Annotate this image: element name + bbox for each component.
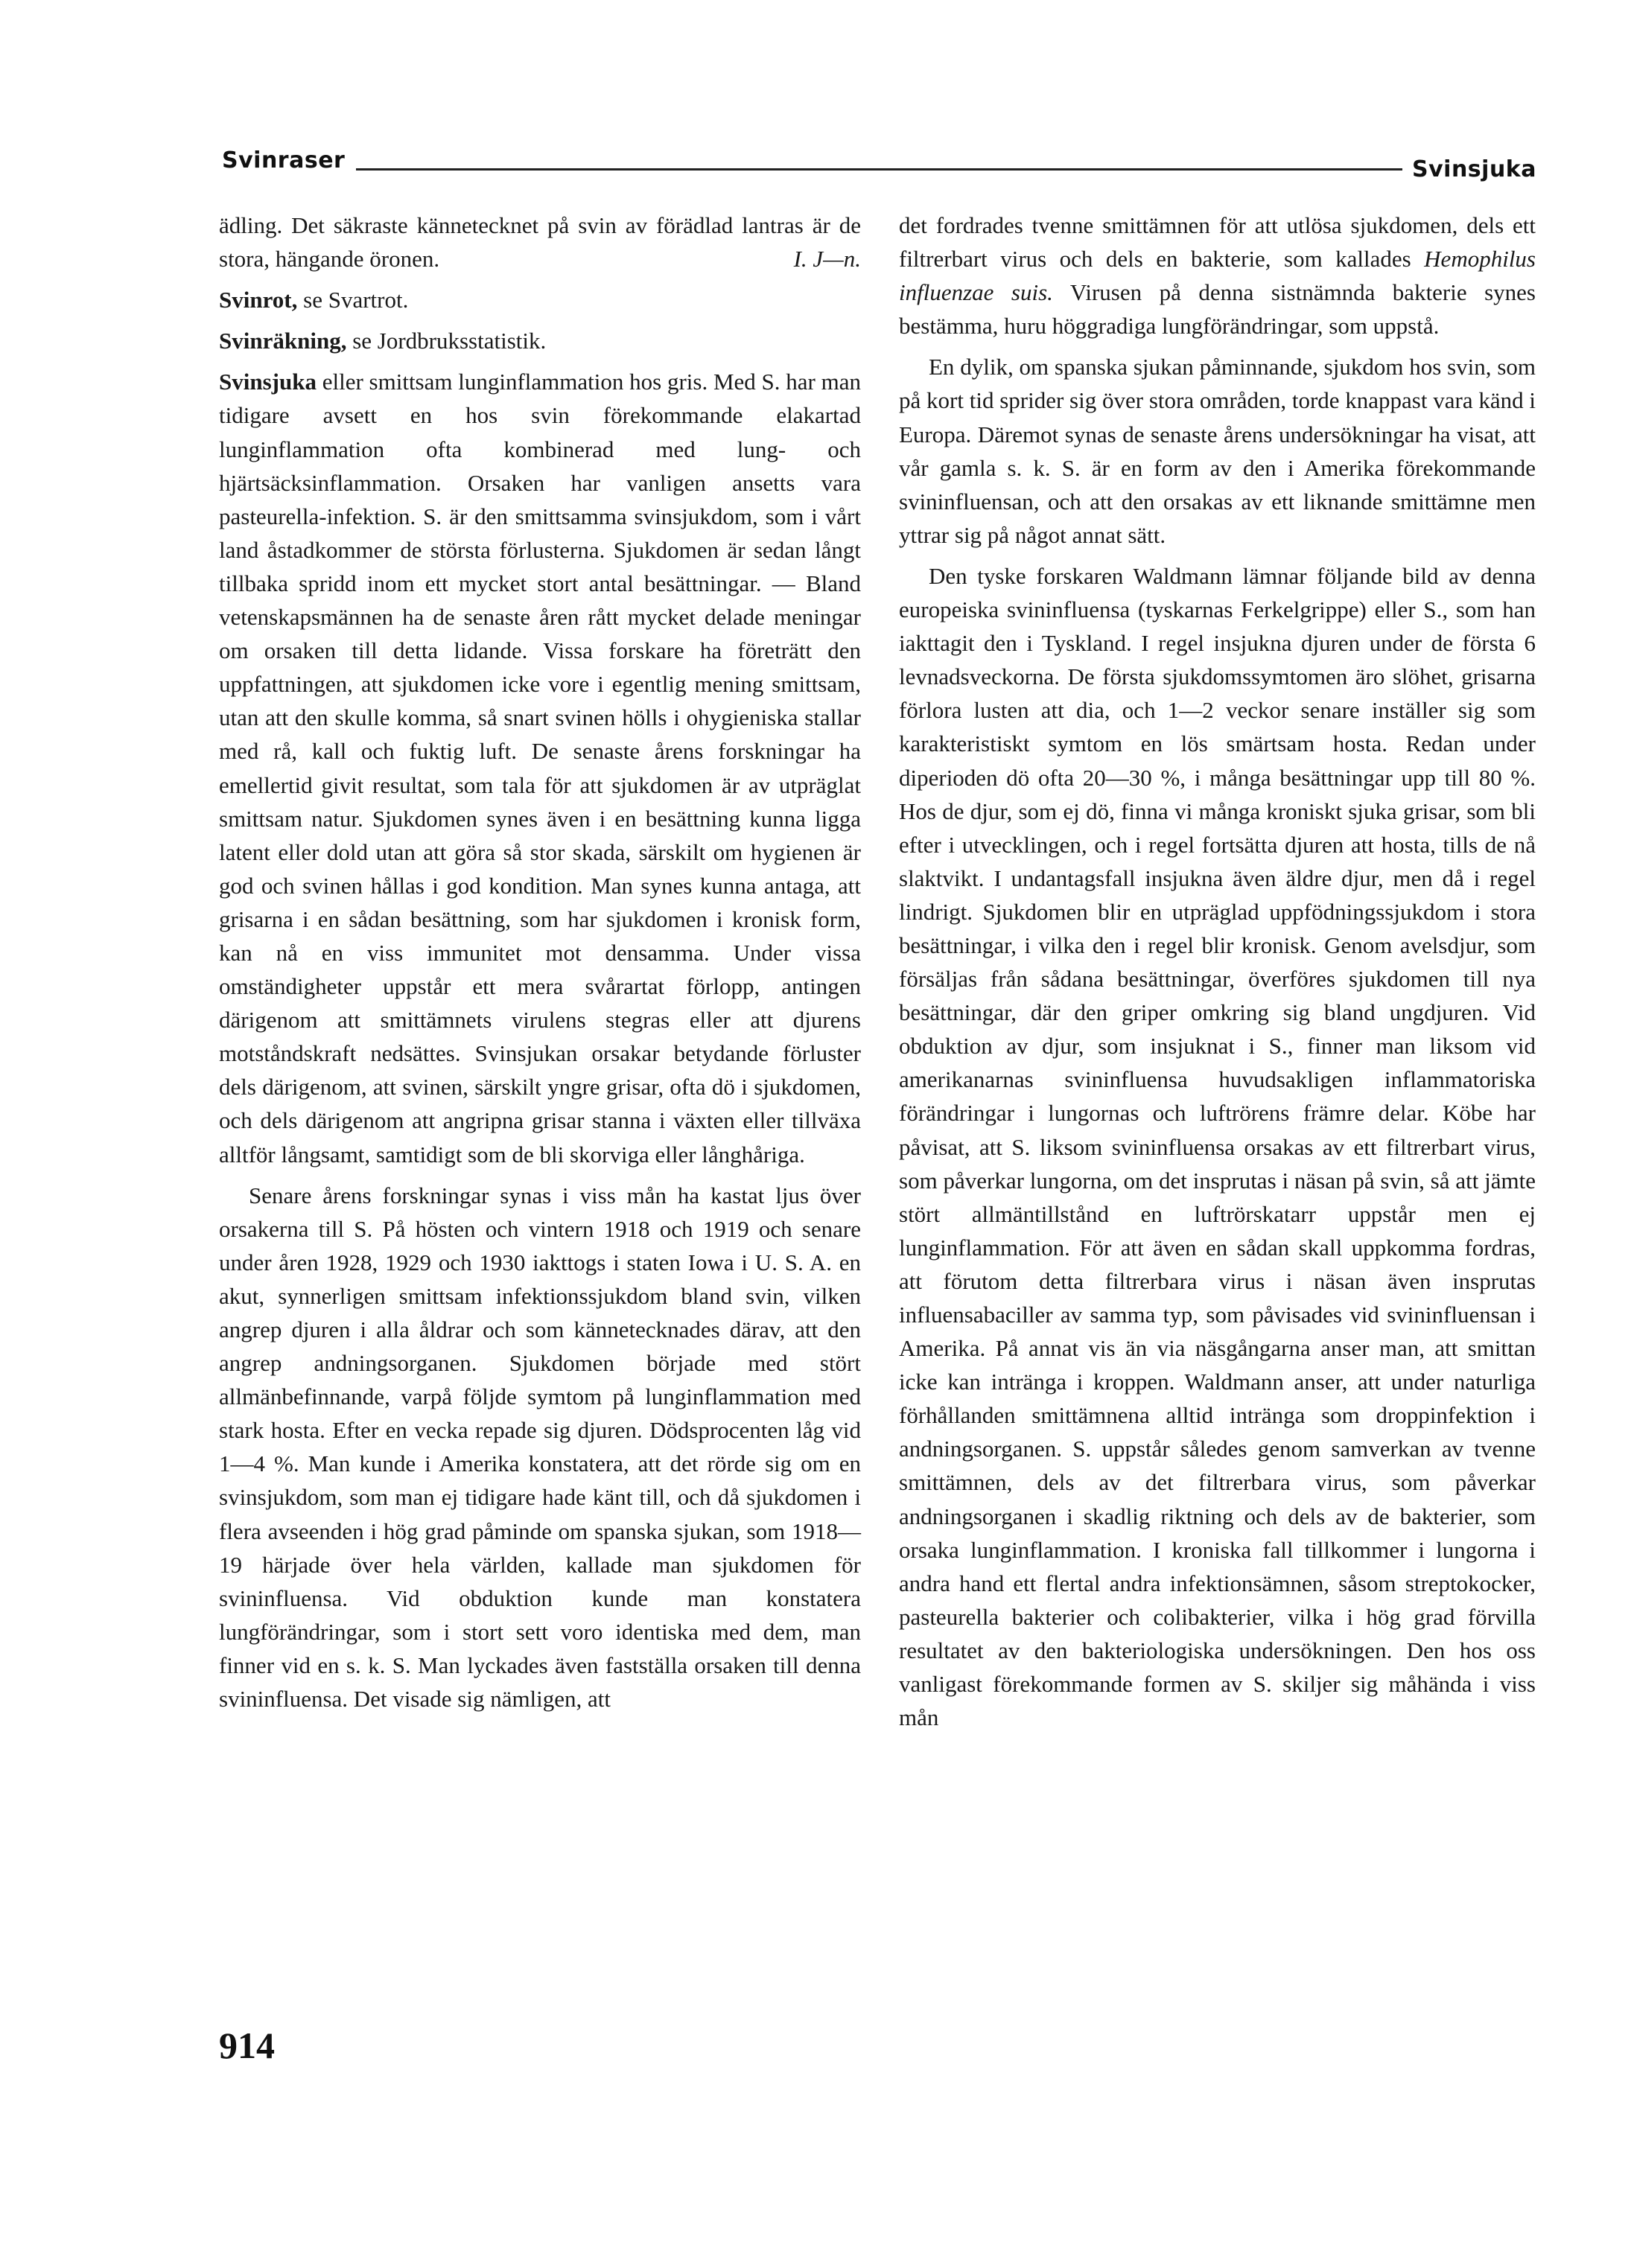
paragraph-text: det fordrades tvenne smittämnen för att utlösa sjukdomen, dels ett filtrerbart virus och dels en bakterie, som kallades: [899, 212, 1536, 273]
paragraph-continued: [899, 208, 1536, 343]
species-name: Hemophilus influenzae suis.: [899, 246, 1536, 306]
paragraph-europe: En dylik, om spanska sjukan påminnande, sjukdom hos svin, som på kort tid sprider sig över stora områden, torde knappast vara känd i Europa. Däremot synas de senaste årens undersökningar ha visat, att vår gamla s. k. S. är en form av den i Amerika förekommande svininfluensan, och att den orsakas av ett liknande smittämne men yttrar sig på något annat sätt.: [899, 354, 1536, 548]
entry-term: Svinsjuka: [219, 369, 317, 395]
right-column: [899, 208, 1536, 1742]
entry-svinsjuka: [219, 365, 861, 1170]
page-number: 914: [219, 2025, 275, 2066]
paragraph-senare: Senare årens forskningar synas i viss mån ha kastat ljus över orsakerna till S. På hösten och vintern 1918 och 1919 och senare under åren 1928, 1929 och 1930 iakttogs i staten Iowa i U. S. A. en akut, synnerligen smittsam infektionssjukdom bland svin, vilken angrep djuren i alla åldrar och som kännetecknades därav, att den angrep andningsorganen. Sjukdomen började med stört allmänbefinnande, varpå följde symtom på lunginflammation med stark hosta. Efter en vecka repade sig djuren. Dödsprocenten låg vid 1—4 %. Man kunde i Amerika konstatera, att det rörde sig om en svinsjukdom, som man ej tidigare hade känt till, och då sjukdomen i flera avseenden i hög grad påminde om spanska sjukan, som 1918—19 härjade över hela världen, kallade man sjukdomen för svininfluensa. Vid obduktion kunde man konstatera lungförändringar, som i stort sett voro identiska med dem, man finner vid en s. k. S. Man lyckades även fastställa orsaken till denna svininfluensa. Det visade sig nämligen, att: [219, 1182, 861, 1713]
paragraph-waldmann: Den tyske forskaren Waldmann lämnar följande bild av denna europeiska svininfluensa (tyskarnas Ferkelgrippe) eller S., som han iakttagit den i Tyskland. I regel insjukna djuren under de första 6 levnadsveckorna. De första sjukdomssymtomen äro slöhet, grisarna förlora lusten att dia, och 1—2 veckor senare inställer sig som karakteristiskt symtom en lös smärtsam hosta. Redan under diperioden dö ofta 20—30 %, i många besättningar upp till 80 %. Hos de djur, som ej dö, finna vi många kroniskt sjuka grisar, som bli efter i utvecklingen, och i regel fortsätta djuren att hosta, tills de nå slaktvikt. I undantagsfall insjukna även äldre djur, men då i regel lindrigt. Sjukdomen blir en utpräglad uppfödningssjukdom i stora besättningar, i vilka den i regel blir kronisk. Genom avelsdjur, som försäljas från sådana besättningar, överföres sjukdomen till nya besättningar, där den griper omkring sig bland ungdjuren. Vid obduktion av djur, som insjuknat i S., finner man liksom vid amerikanarnas svininfluensa huvudsakligen inflammatoriska förändringar i lungornas och luftrörens främre delar. Köbe har påvisat, att S. liksom svininfluensa orsakas av ett filtrerbart virus, som påverkar lungorna, om det insprutas i näsan på svin, så att jämte stört allmäntillstånd en luftrörskatarr uppstår men ej lunginflammation. För att även en sådan skall uppkomma fordras, att förutom detta filtrerbara virus i näsan även insprutas influensabaciller av samma typ, som påvisades vid svininfluensan i Amerika. På annat vis än via näsgångarna anser man, att smittan icke kan intränga i kroppen. Waldmann anser, att under naturliga förhållanden smittämnena alltid intränga som droppinfektion i andningsorganen. S. uppstår således genom samverkan av tvenne smittämnen, dels av det filtrerbara virus, som påverkar andningsorganen i skadlig riktning och dels av de bakterier, som orsaka lunginflammation. I kroniska fall tillkommer i lungorna i andra hand ett flertal andra infektionsämnen, såsom streptokocker, pasteurella bakterier och colibakterier, vilka i hög grad förvilla resultatet av den bakteriologiska undersökningen. Den hos oss vanligast förekommande formen av S. skiljer sig måhända i viss mån: [899, 562, 1536, 1731]
paragraph-ending-svinraser: [219, 208, 861, 275]
entry-term: Svinrot,: [219, 287, 298, 313]
entry-term: Svinräkning,: [219, 328, 347, 354]
header-rule: [356, 168, 1402, 171]
paragraph-text: ädling. Det säkraste kännetecknet på svin av förädlad lantras är de stora, hängande öronen.: [219, 212, 861, 273]
entry-svinrot: [219, 283, 861, 316]
header-right-keyword: Svinsjuka: [1412, 156, 1536, 182]
left-column: [219, 208, 861, 1723]
header-left-keyword: Svinraser: [222, 147, 346, 173]
entry-svinrakning: [219, 324, 861, 357]
author-signature: I. J—n.: [793, 246, 861, 273]
entry-text: se Svartrot.: [297, 287, 409, 313]
entry-text: se Jordbruksstatistik.: [346, 328, 547, 354]
paragraph-text: Virusen på denna sistnämnda bakterie synes bestämma, huru höggradiga lungförändringar, som uppstå.: [899, 279, 1536, 340]
running-header: [222, 141, 1536, 186]
entry-text: eller smittsam lunginflammation hos gris. Med S. har man tidigare avsett en hos svin förekommande elakartad lunginflammation ofta kombinerad med lung- och hjärtsäcksinflammation. Orsaken har vanligen ansetts vara pasteurella-infektion. S. är den smittsamma svinsjukdom, som i vårt land åstadkommer de största förlusterna. Sjukdomen är sedan långt tillbaka spridd inom ett mycket stort antal besättningar. — Bland vetenskapsmännen ha de senaste åren rått mycket delade meningar om orsaken till detta lidande. Vissa forskare ha företrätt den uppfattningen, att sjukdomen icke vore i egentlig mening smittsam, utan att den skulle komma, så snart svinen hölls i ohygieniska stallar med rå, kall och fuktig luft. De senaste årens forskningar ha emellertid givit resultat, som tala för att sjukdomen är av utpräglat smittsam natur. Sjukdomen synes även i en besättning kunna ligga latent eller dold utan att göra så stor skada, särskilt om hygienen är god och svinen hållas i god kondition. Man synes kunna antaga, att grisarna i en sådan besättning, som har sjukdomen i kronisk form, kan nå en viss immunitet mot densamma. Under vissa omständigheter uppstår ett mera svårartat förlopp, antingen därigenom att smittämnets virulens stegras eller att djurens motståndskraft nedsättes. Svinsjukan orsakar betydande förluster dels därigenom, att svinen, särskilt yngre grisar, ofta dö i sjukdomen, och dels därigenom att angripna grisar stanna i växten eller tillväxa alltför långsamt, samtidigt som de bli skorviga eller långhåriga.: [219, 369, 861, 1168]
